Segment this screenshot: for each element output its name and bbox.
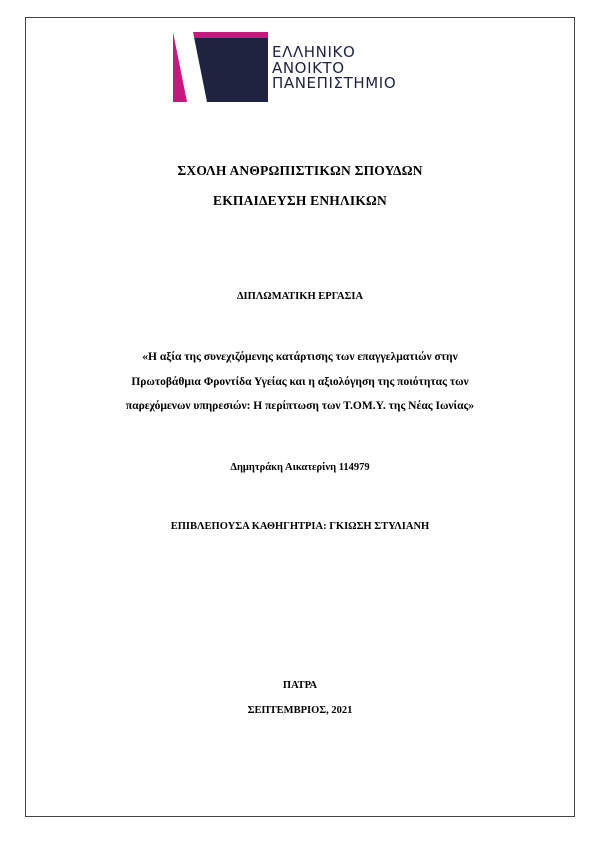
thesis-title-line-1: «Η αξία της συνεχιζόμενης κατάρτισης των επαγγελματιών στην — [142, 351, 458, 363]
thesis-type: ΔΙΠΛΩΜΑΤΙΚΗ ΕΡΓΑΣΙΑ — [236, 291, 364, 302]
submission-date: ΣΕΠΤΕΜΒΡΙΟΣ, 2021 — [247, 705, 353, 716]
logo-line-3: ΠΑΝΕΠΙΣΤΗΜΙΟ — [272, 74, 397, 92]
author-name: Δημητράκη Αικατερίνη 114979 — [230, 462, 370, 473]
thesis-title-line-2: Πρωτοβάθμια Φροντίδα Υγείας και η αξιολόγηση της ποιότητας των — [131, 376, 469, 388]
logo-line-2: ΑΝΟΙΚΤΟ — [272, 58, 345, 77]
logo-emblem-icon — [173, 32, 268, 102]
city: ΠΑΤΡΑ — [282, 680, 318, 691]
logo-wordmark — [272, 45, 396, 92]
school-name: ΣΧΟΛΗ ΑΝΘΡΩΠΙΣΤΙΚΩΝ ΣΠΟΥΔΩΝ — [177, 163, 423, 178]
department-name: ΕΚΠΑΙΔΕΥΣΗ ΕΝΗΛΙΚΩΝ — [213, 193, 387, 208]
supervisor-name: ΕΠΙΒΛΕΠΟΥΣΑ ΚΑΘΗΓΗΤΡΙΑ: ΓΚΙΩΣΗ ΣΤΥΛΙΑΝΗ — [170, 521, 430, 532]
thesis-title-line-3: παρεχόμενων υπηρεσιών: Η περίπτωση των Τ.ΟΜ.Υ. της Νέας Ιωνίας» — [125, 400, 475, 412]
university-logo — [173, 32, 433, 102]
page-border — [25, 17, 575, 817]
logo-line-1: ΕΛΛΗΝΙΚΟ — [272, 43, 356, 61]
